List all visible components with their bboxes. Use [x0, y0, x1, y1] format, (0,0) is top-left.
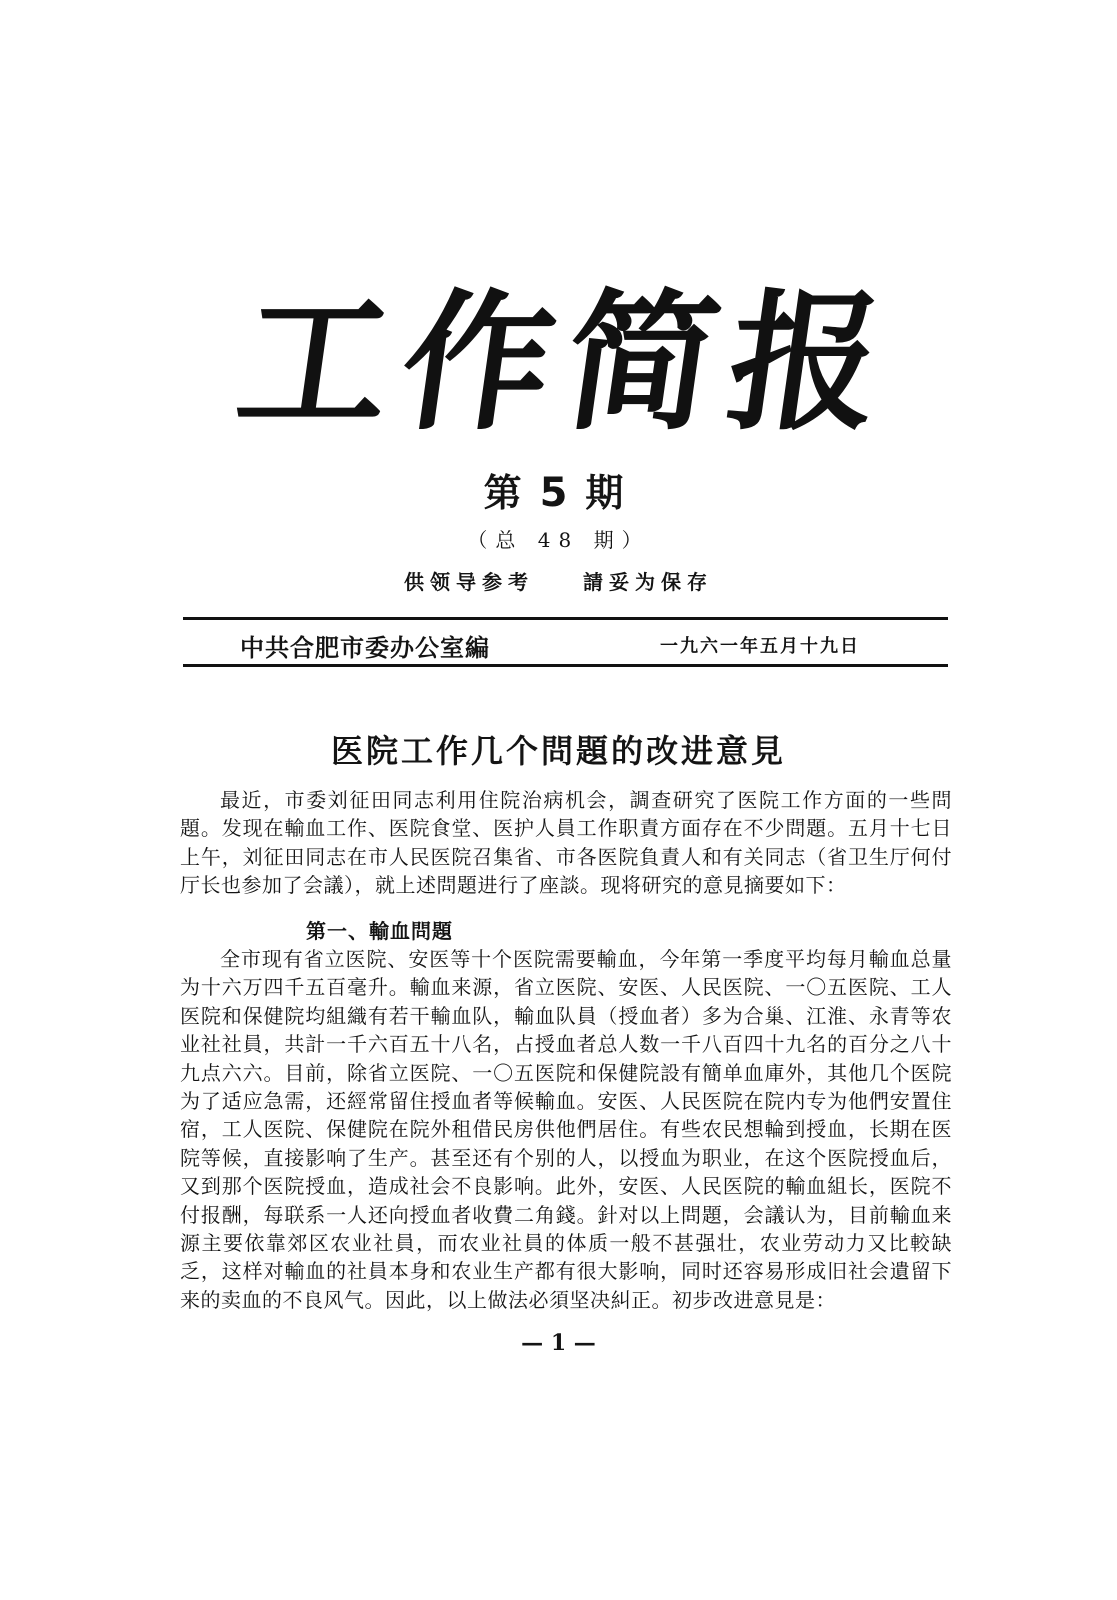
article-title: 医院工作几个問題的改进意見: [330, 732, 786, 770]
section-paragraph: 全市现有省立医院、安医等十个医院需要輸血，今年第一季度平均每月輸血总量为十六万四千五百毫升。輸血来源，省立医院、安医、人民医院、一〇五医院、工人医院和保健院均組織有若干輸血队，輸血队員（授血者）多为合巢、江淮、永青等农业社社員，共計一千六百五十八名，占授血者总人数一千八百四十九名的百分之八十九点六六。目前，除省立医院、一〇五医院和保健院設有簡单血庫外，其他几个医院为了适应急需，还經常留住授血者等候輸血。安医、人民医院在院内专为他們安置住宿，工人医院、保健院在院外租借民房供他們居住。有些农民想輪到授血，长期在医院等候，直接影响了生产。甚至还有个别的人，以授血为职业，在这个医院授血后，又到那个医院授血，造成社会不良影响。此外，安医、人民医院的輸血組长，医院不付报酬，每联系一人还向授血者收費二角錢。針对以上問題，会議认为，目前輸血来源主要依靠郊区农业社員，而农业社員的体质一般不甚强壮，农业劳动力又比較缺乏，这样对輸血的社員本身和农业生产都有很大影响，同时还容易形成旧社会遺留下来的卖血的不良风气。因此，以上做法必須坚决糾正。初步改进意見是：: [180, 947, 952, 1312]
publisher: 中共合肥市委办公室編: [240, 633, 490, 662]
publication-date: 一九六一年五月十九日: [660, 636, 860, 657]
masthead-char: 简: [554, 275, 730, 451]
page-number: — 1 —: [521, 1330, 596, 1356]
circulation-note: [0, 566, 1117, 595]
circulation-note-keep: 請妥为保存: [582, 570, 713, 594]
masthead-char: 作: [390, 275, 566, 451]
masthead-calligraphy: [227, 268, 893, 458]
article-intro: [180, 786, 952, 900]
issue-suffix: 期: [585, 470, 634, 515]
issue-total: （总 48 期）: [467, 528, 650, 552]
header-rule-bottom: [183, 664, 948, 667]
header-rule-top: [183, 617, 948, 620]
issue-number: [0, 462, 1117, 517]
section-body: [180, 945, 952, 1314]
masthead-char: 工: [227, 275, 403, 451]
issue-prefix: 第: [483, 470, 532, 515]
issue-num: 5: [539, 470, 578, 516]
masthead-char: 报: [717, 275, 893, 451]
section-heading: 第一、輸血問題: [306, 919, 453, 943]
intro-paragraph: 最近，市委刘征田同志利用住院治病机会，調查研究了医院工作方面的一些問題。发现在輸血工作、医院食堂、医护人員工作职責方面存在不少問題。五月十七日上午，刘征田同志在市人民医院召集省、市各医院負責人和有关同志（省卫生厅何付厅长也参加了会議），就上述問題进行了座談。现将研究的意見摘要如下：: [180, 788, 952, 898]
circulation-note-reference: 供领导参考: [404, 570, 535, 594]
